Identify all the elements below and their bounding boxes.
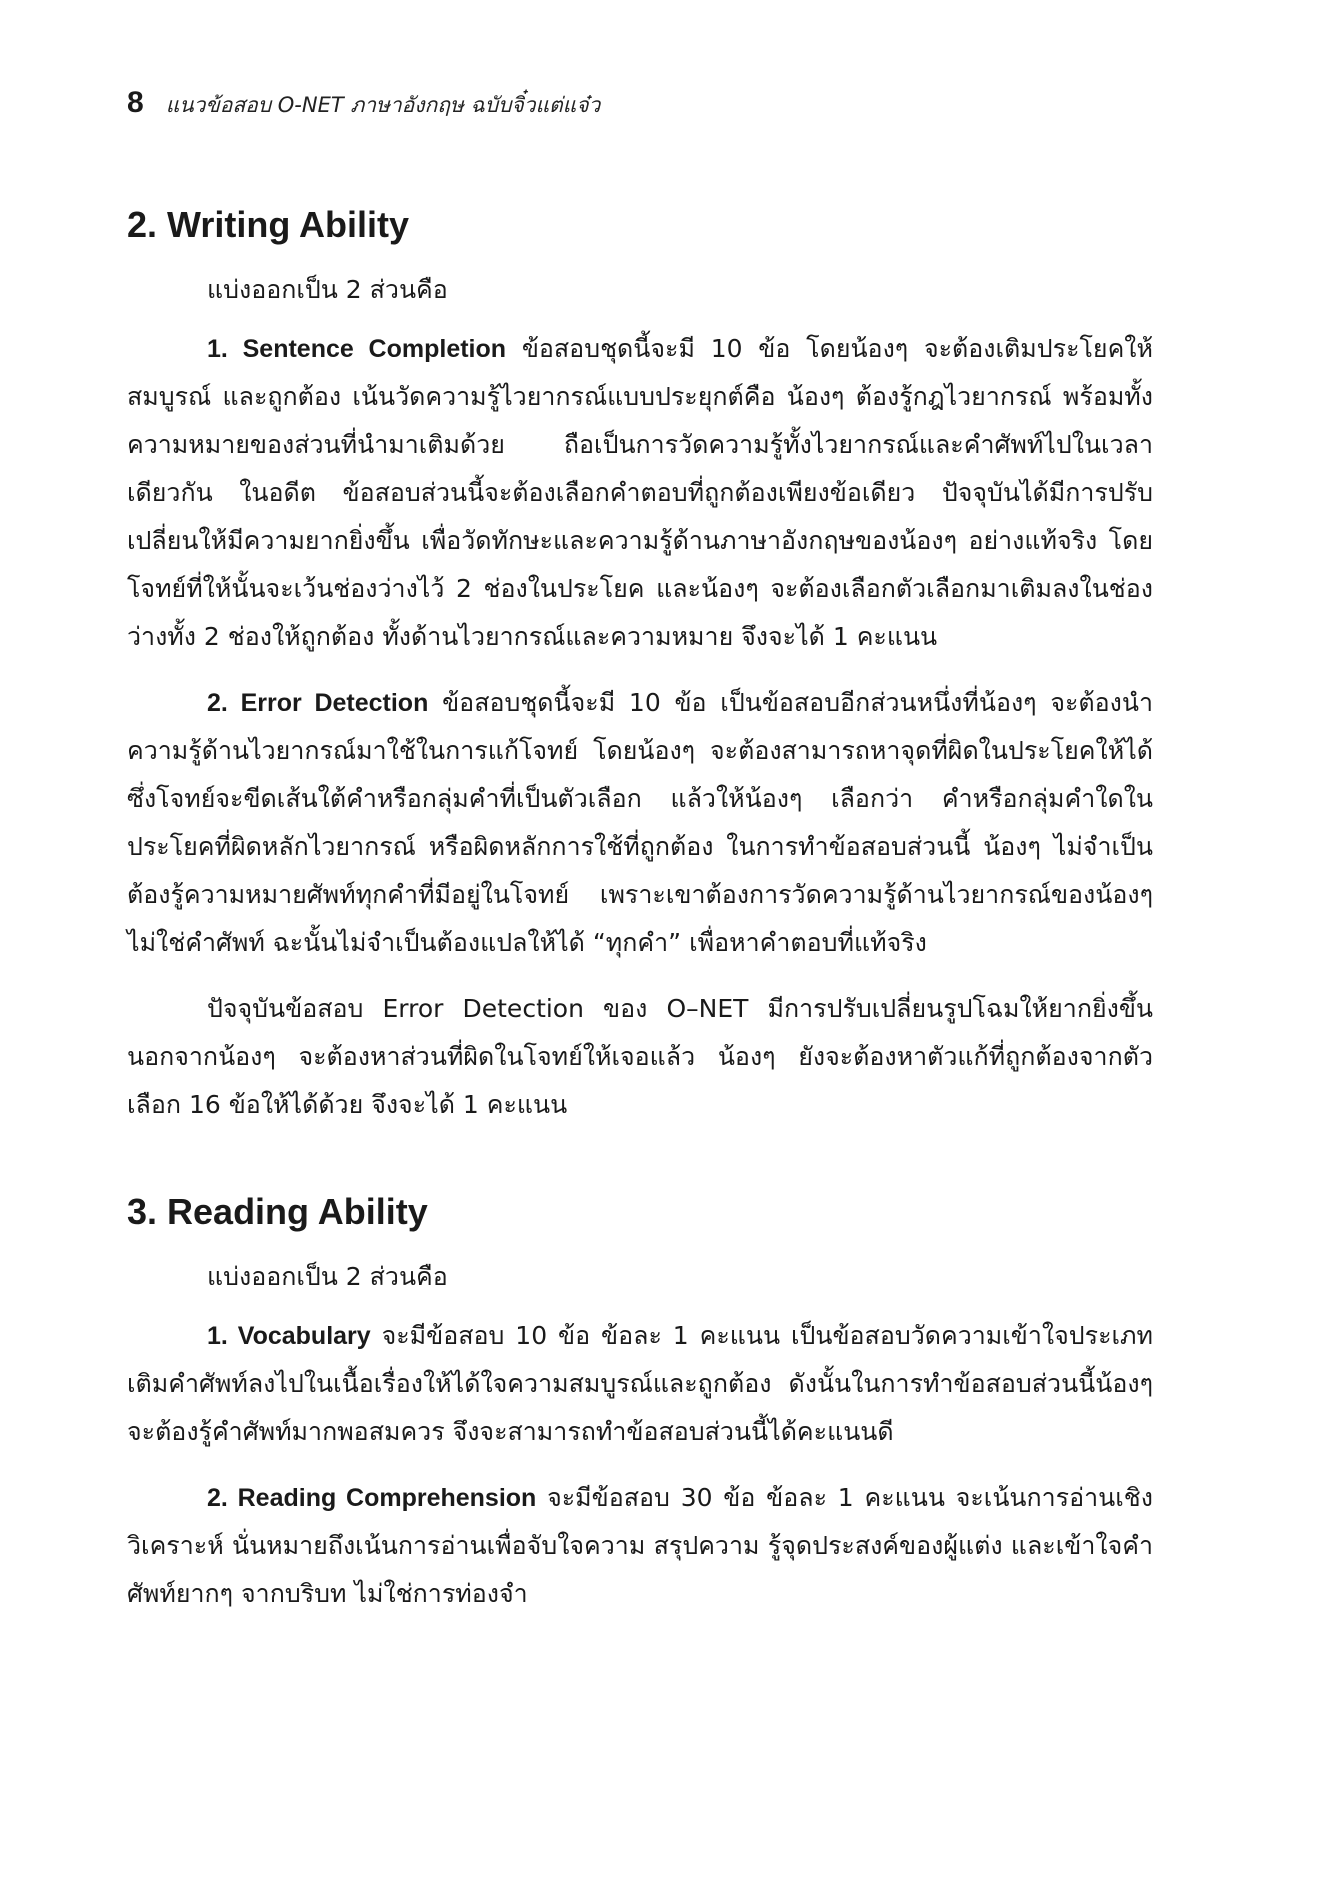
term-vocabulary: 1. Vocabulary — [207, 1321, 371, 1350]
paragraph-text: จะมีข้อสอบ 10 ข้อ ข้อละ 1 คะแนน เป็นข้อสอบวัดความเข้าใจประเภทเติมคำศัพท์ลงไปในเนื้อเรื่องให้ได้ใจความสมบูรณ์และถูกต้อง ดังนั้นในการทำข้อสอบส่วนนี้น้องๆ จะต้องรู้คำศัพท์มากพอสมควร จึงจะสามารถทำข้อสอบส่วนนี้ได้คะแนนดี — [127, 1320, 1154, 1446]
paragraph-error-detection — [127, 679, 1153, 967]
term-error-detection: 2. Error Detection — [207, 688, 429, 717]
paragraph-text: ข้อสอบชุดนี้จะมี 10 ข้อ เป็นข้อสอบอีกส่วนหนึ่งที่น้องๆ จะต้องนำความรู้ด้านไวยากรณ์มาใช้ในการแก้โจทย์ โดยน้องๆ จะต้องสามารถหาจุดที่ผิดในประโยคให้ได้ ซึ่งโจทย์จะขีดเส้นใต้คำหรือกลุ่มคำที่เป็นตัวเลือก แล้วให้น้องๆ เลือกว่า คำหรือกลุ่มคำใดในประโยคที่ผิดหลักไวยากรณ์ หรือผิดหลักการใช้ที่ถูกต้อง ในการทำข้อสอบส่วนนี้ น้องๆ ไม่จำเป็นต้องรู้ความหมายศัพท์ทุกคำที่มีอยู่ในโจทย์ เพราะเขาต้องการวัดความรู้ด้านไวยากรณ์ของน้องๆ ไม่ใช่คำศัพท์ ฉะนั้นไม่จำเป็นต้องแปลให้ได้ “ทุกคำ” เพื่อหาคำตอบที่แท้จริง — [127, 687, 1153, 957]
paragraph-reading-comprehension — [127, 1474, 1153, 1618]
paragraph-text: ข้อสอบชุดนี้จะมี 10 ข้อ โดยน้องๆ จะต้องเติมประโยคให้สมบูรณ์ และถูกต้อง เน้นวัดความรู้ไวยากรณ์แบบประยุกต์คือ น้องๆ ต้องรู้กฎไวยากรณ์ พร้อมทั้งความหมายของส่วนที่นำมาเติมด้วย ถือเป็นการวัดความรู้ทั้งไวยากรณ์และคำศัพท์ไปในเวลาเดียวกัน ในอดีต ข้อสอบส่วนนี้จะต้องเลือกคำตอบที่ถูกต้องเพียงข้อเดียว ปัจจุบันได้มีการปรับเปลี่ยนให้มีความยากยิ่งขึ้น เพื่อวัดทักษะและความรู้ด้านภาษาอังกฤษของน้องๆ อย่างแท้จริง โดยโจทย์ที่ให้นั้นจะเว้นช่องว่างไว้ 2 ช่องในประโยค และน้องๆ จะต้องเลือกตัวเลือกมาเติมลงในช่องว่างทั้ง 2 ช่องให้ถูกต้อง ทั้งด้านไวยากรณ์และความหมาย จึงจะได้ 1 คะแนน — [127, 333, 1153, 651]
section-reading-ability — [127, 1190, 1153, 1618]
book-title: แนวข้อสอบ O-NET ภาษาอังกฤษ ฉบับจิ๋วแต่แจ๋ว — [165, 93, 601, 117]
paragraph-sentence-completion — [127, 325, 1153, 661]
paragraph-vocabulary — [127, 1312, 1153, 1456]
section-writing-ability — [127, 203, 1153, 1129]
running-header — [127, 86, 600, 122]
section-title-reading: 3. Reading Ability — [127, 1191, 428, 1232]
paragraph-error-detection-update: ปัจจุบันข้อสอบ Error Detection ของ O–NET มีการปรับเปลี่ยนรูปโฉมให้ยากยิ่งขึ้น นอกจากน้องๆ จะต้องหาส่วนที่ผิดในโจทย์ให้เจอแล้ว น้องๆ ยังจะต้องหาตัวแก้ที่ถูกต้องจากตัวเลือก 16 ข้อให้ได้ด้วย จึงจะได้ 1 คะแนน — [127, 993, 1153, 1119]
section-title-writing: 2. Writing Ability — [127, 204, 410, 245]
page-number: 8 — [127, 86, 144, 119]
term-sentence-completion: 1. Sentence Completion — [207, 334, 507, 363]
section-intro-reading: แบ่งออกเป็น 2 ส่วนคือ — [207, 1262, 448, 1292]
paragraph-text: จะมีข้อสอบ 30 ข้อ ข้อละ 1 คะแนน จะเน้นการอ่านเชิงวิเคราะห์ นั่นหมายถึงเน้นการอ่านเพื่อจับใจความ สรุปความ รู้จุดประสงค์ของผู้แต่ง และเข้าใจคำศัพท์ยากๆ จากบริบท ไม่ใช่การท่องจำ — [127, 1482, 1153, 1608]
term-reading-comprehension: 2. Reading Comprehension — [207, 1483, 537, 1512]
section-intro-writing: แบ่งออกเป็น 2 ส่วนคือ — [207, 275, 448, 305]
